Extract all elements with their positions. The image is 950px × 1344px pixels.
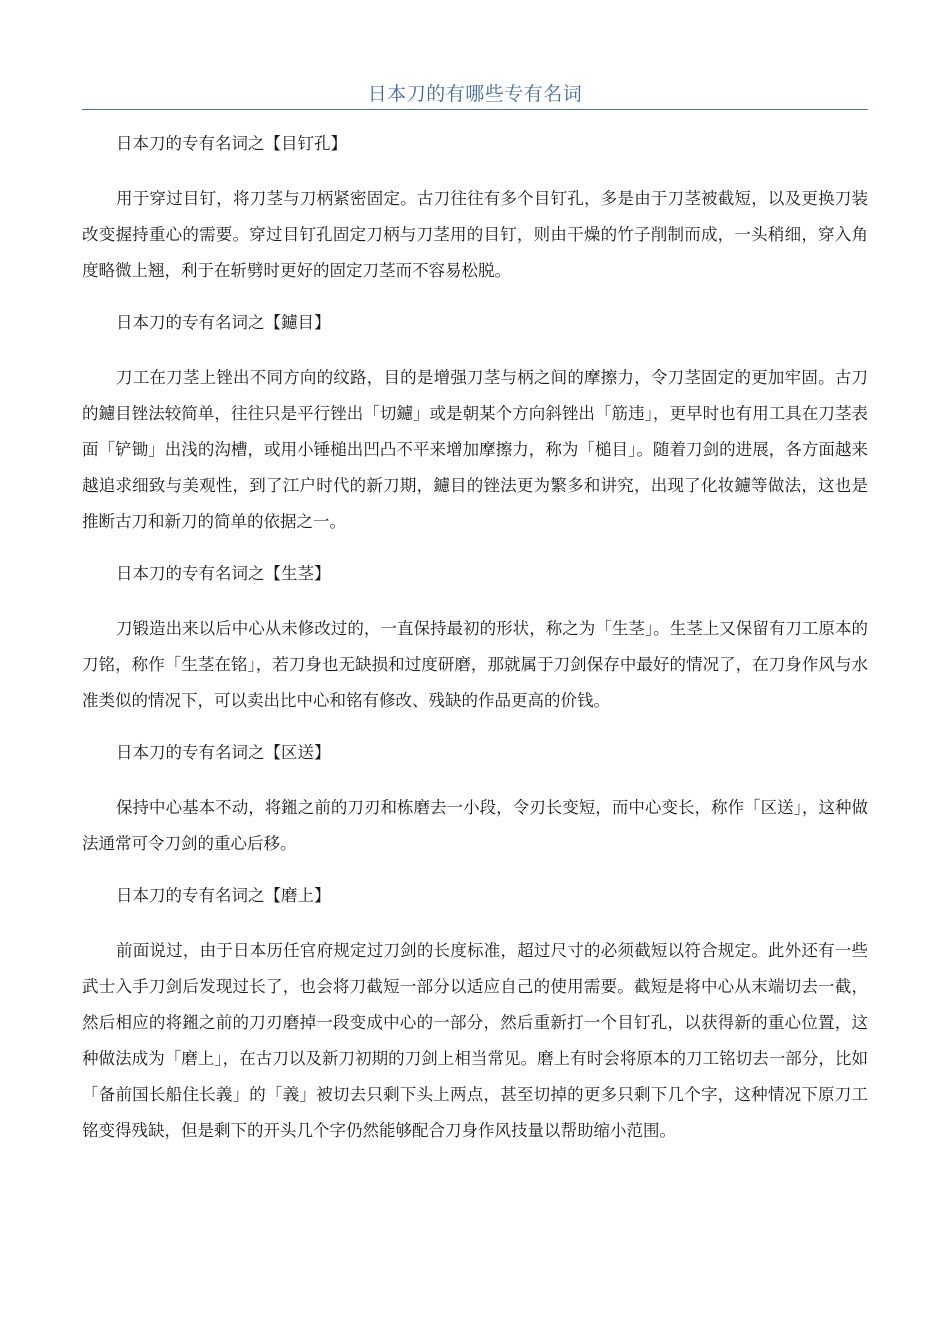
section-paragraph: 用于穿过目钉，将刀茎与刀柄紧密固定。古刀往往有多个目钉孔，多是由于刀茎被截短，以及更换刀装改变握持重心的需要。穿过目钉孔固定刀柄与刀茎用的目钉，则由干燥的竹子削制而成，一头稍细，穿入角度略微上翘，利于在斩劈时更好的固定刀茎而不容易松脱。: [82, 189, 868, 280]
page-header: [82, 80, 868, 110]
section-machi-okuri: [82, 727, 868, 870]
section-heading: 日本刀的专有名词之【鑢目】: [116, 313, 331, 332]
section-paragraph: 刀工在刀茎上锉出不同方向的纹路，目的是增强刀茎与柄之间的摩擦力，令刀茎固定的更加牢固。古刀的鑢目锉法较简单，往往只是平行锉出「切鑢」或是朝某个方向斜锉出「筋违」，更早时也有用工具在刀茎表面「铲锄」出浅的沟槽，或用小锤槌出凹凸不平来增加摩擦力，称为「槌目」。随着刀剑的进展，各方面越来越追求细致与美观性，到了江户时代的新刀期，鑢目的锉法更为繁多和讲究，出现了化妆鑢等做法，这也是推断古刀和新刀的简单的依据之一。: [82, 368, 868, 531]
section-paragraph: 保持中心基本不动，将鎺之前的刀刃和栋磨去一小段，令刃长变短，而中心变长，称作「区送」，这种做法通常可令刀剑的重心后移。: [82, 798, 868, 853]
document-body: [82, 118, 868, 1157]
page-title: 日本刀的有哪些专有名词: [367, 83, 583, 105]
section-ubu-nakago: [82, 548, 868, 727]
section-yasurime: [82, 297, 868, 548]
section-heading: 日本刀的专有名词之【磨上】: [116, 886, 331, 905]
section-suriage: [82, 870, 868, 1157]
section-heading: 日本刀的专有名词之【区送】: [116, 743, 331, 762]
section-paragraph: 刀锻造出来以后中心从未修改过的，一直保持最初的形状，称之为「生茎」。生茎上又保留有刀工原本的刀铭，称作「生茎在铭」，若刀身也无缺损和过度研磨，那就属于刀剑保存中最好的情况了，在刀身作风与水准类似的情况下，可以卖出比中心和铭有修改、残缺的作品更高的价钱。: [82, 619, 868, 710]
section-paragraph: 前面说过，由于日本历任官府规定过刀剑的长度标准，超过尺寸的必须截短以符合规定。此外还有一些武士入手刀剑后发现过长了，也会将刀截短一部分以适应自己的使用需要。截短是将中心从末端切去一截，然后相应的将鎺之前的刀刃磨掉一段变成中心的一部分，然后重新打一个目钉孔，以获得新的重心位置，这种做法成为「磨上」，在古刀以及新刀初期的刀剑上相当常见。磨上有时会将原本的刀工铭切去一部分，比如「备前国长船住长義」的「義」被切去只剩下头上两点，甚至切掉的更多只剩下几个字，这种情况下原刀工铭变得残缺，但是剩下的开头几个字仍然能够配合刀身作风技量以帮助缩小范围。: [82, 941, 868, 1140]
section-heading: 日本刀的专有名词之【目钉孔】: [116, 134, 347, 153]
section-heading: 日本刀的专有名词之【生茎】: [116, 564, 331, 583]
section-mekugi-ana: [82, 118, 868, 297]
